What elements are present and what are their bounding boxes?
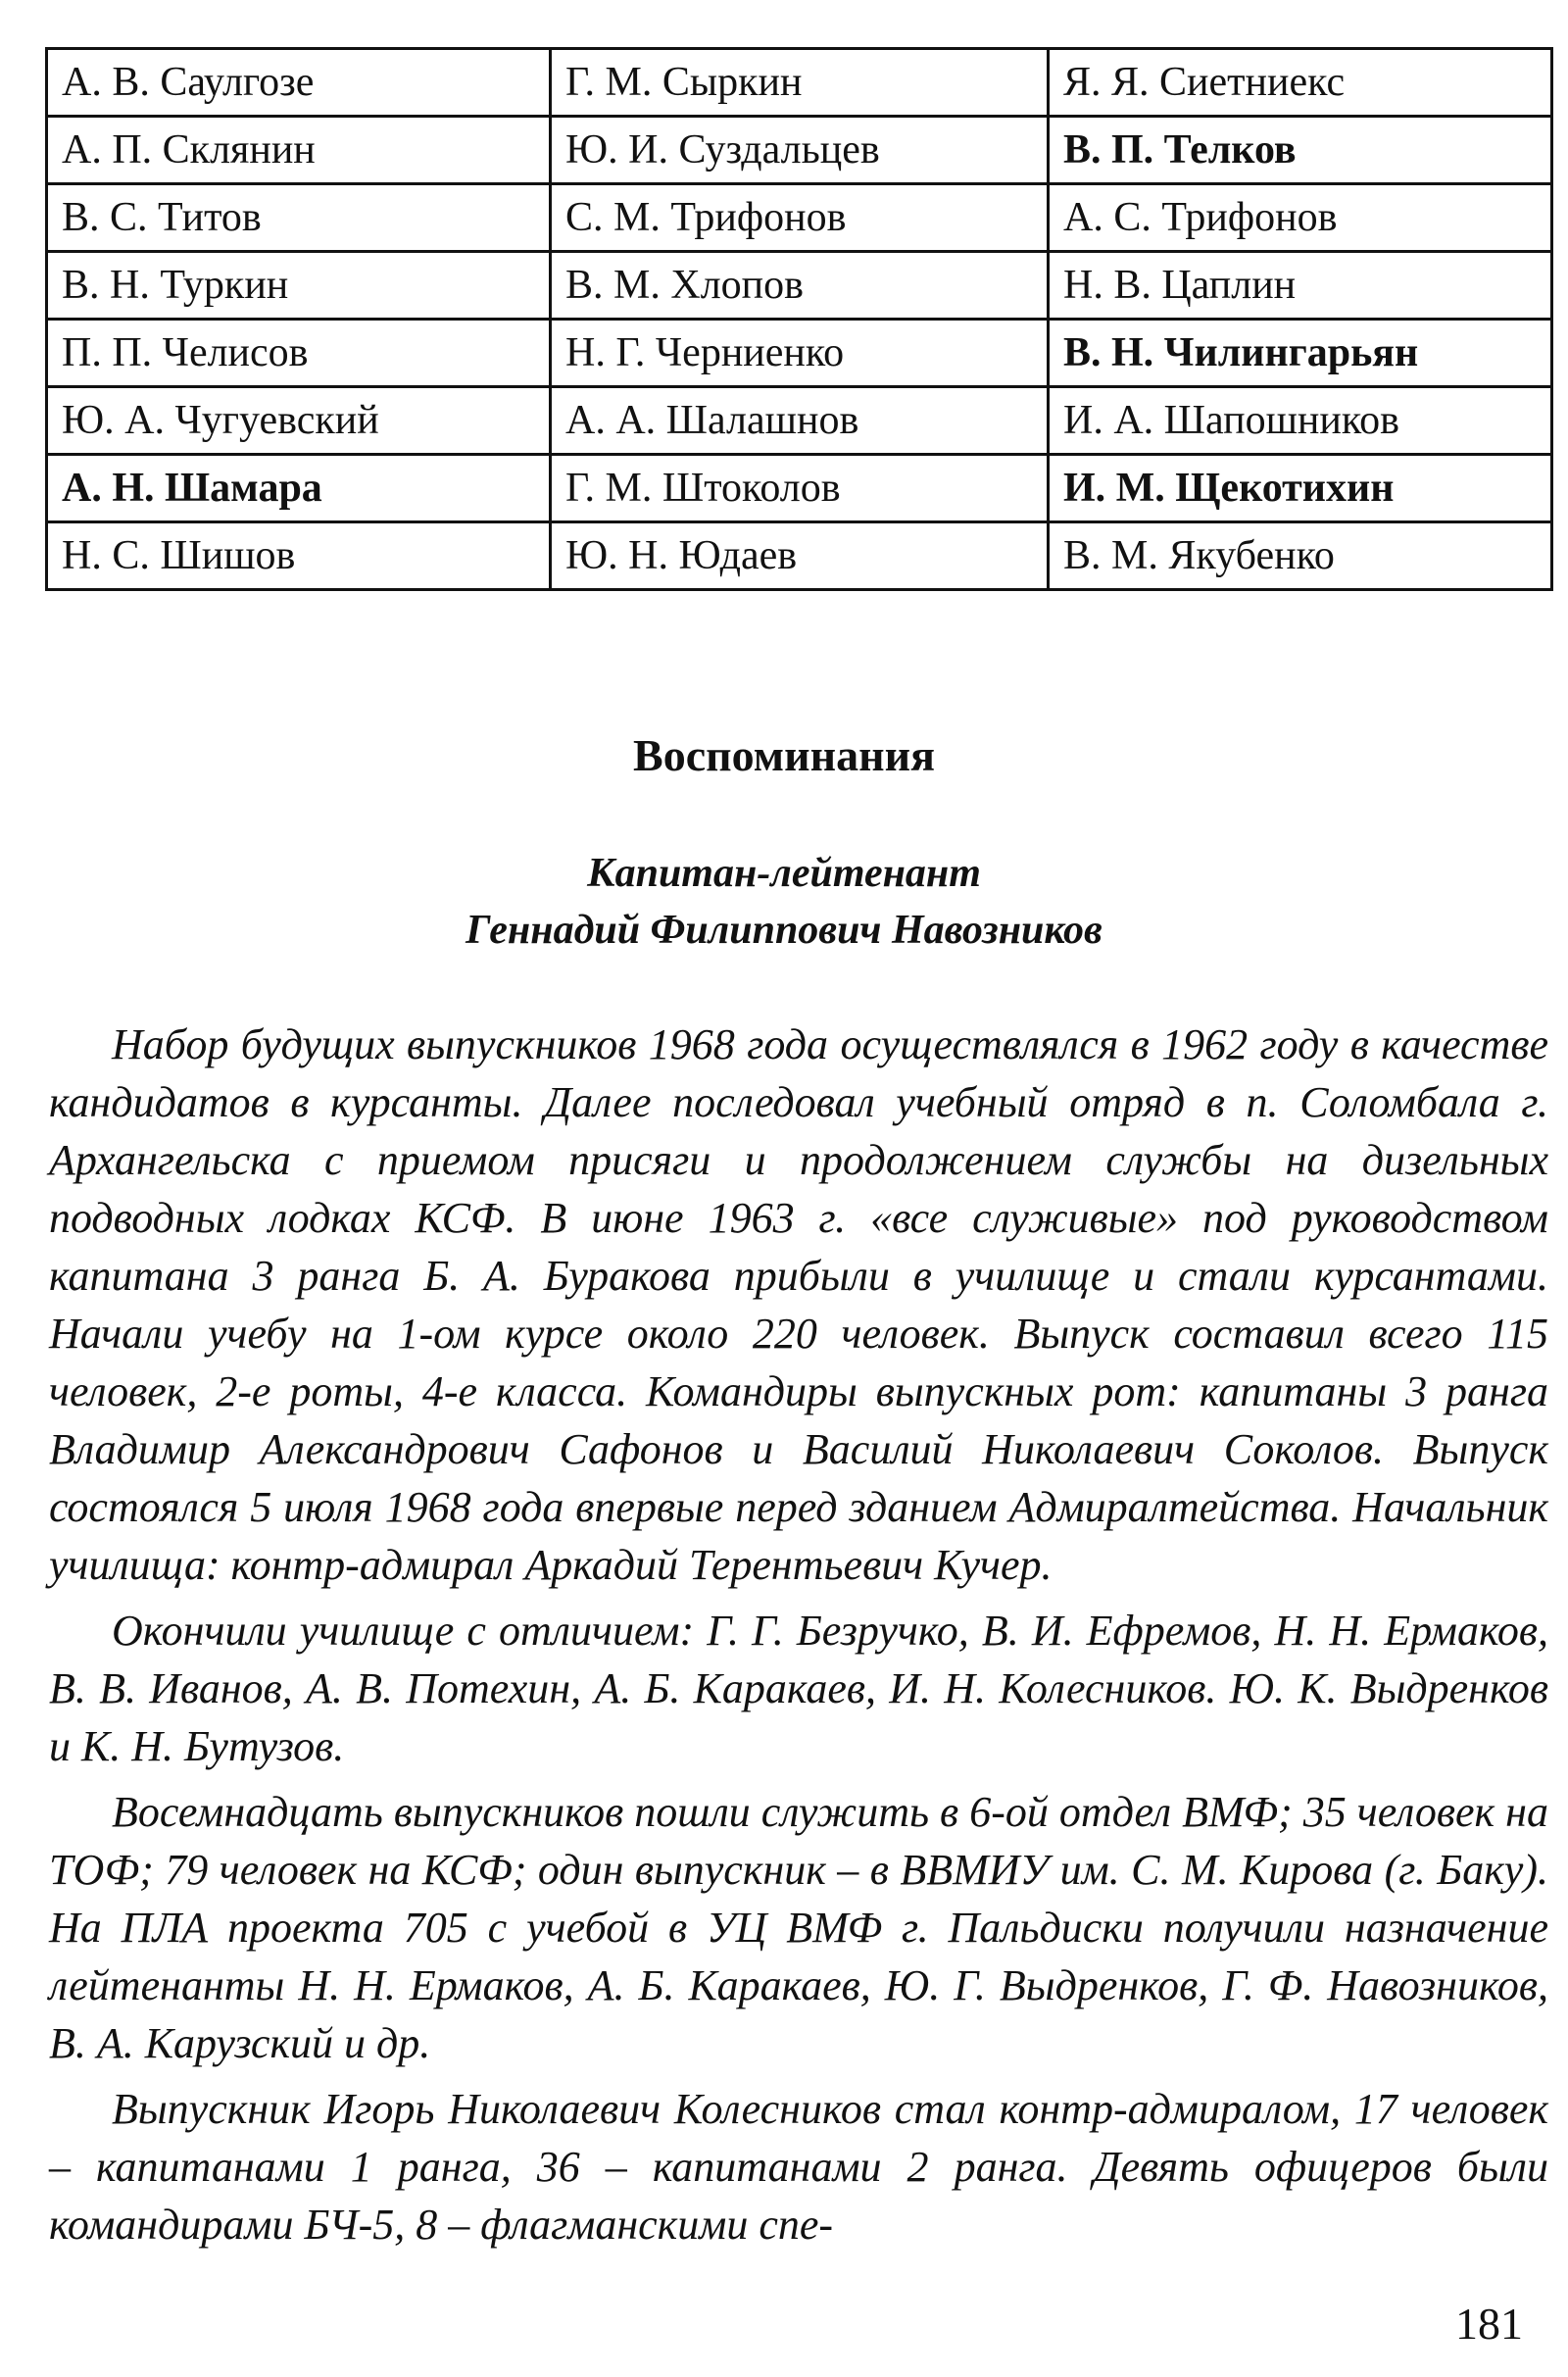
- page-number: 181: [1455, 2299, 1523, 2349]
- table-cell: В. М. Хлопов: [551, 252, 1049, 320]
- section-title: Воспоминания: [633, 730, 935, 780]
- table-row: [47, 49, 1552, 117]
- table-cell: Ю. А. Чугуевский: [47, 387, 551, 455]
- table-cell: А. В. Саулгозе: [47, 49, 551, 117]
- table-cell: А. П. Склянин: [47, 117, 551, 184]
- table-cell: А. С. Трифонов: [1049, 184, 1552, 252]
- table-cell: Н. С. Шишов: [47, 522, 551, 590]
- table-cell: В. П. Телков: [1049, 117, 1552, 184]
- table-cell: Н. В. Цаплин: [1049, 252, 1552, 320]
- table-cell: А. А. Шалашнов: [551, 387, 1049, 455]
- table-row: [47, 252, 1552, 320]
- author-block: [0, 845, 1568, 959]
- table-cell: И. М. Щекотихин: [1049, 455, 1552, 522]
- table-row: [47, 387, 1552, 455]
- table-row: [47, 184, 1552, 252]
- table-cell: Н. Г. Черниенко: [551, 320, 1049, 387]
- table-cell: В. С. Титов: [47, 184, 551, 252]
- names-table: [45, 47, 1553, 591]
- table-cell: С. М. Трифонов: [551, 184, 1049, 252]
- author-name: Геннадий Филиппович Навозников: [466, 908, 1102, 953]
- table-cell: Г. М. Штоколов: [551, 455, 1049, 522]
- table-cell: Ю. Н. Юдаев: [551, 522, 1049, 590]
- table-cell: А. Н. Шамара: [47, 455, 551, 522]
- table-cell: Г. М. Сыркин: [551, 49, 1049, 117]
- table-row: [47, 522, 1552, 590]
- table-cell: И. А. Шапошников: [1049, 387, 1552, 455]
- table-row: [47, 117, 1552, 184]
- paragraph: Набор будущих выпускников 1968 года осуществлялся в 1962 году в качестве кандидатов в курсанты. Далее последовал учебный отряд в п. Соломбала г. Архангельска с приемом присяги и продолжением службы на дизельных подводных лодках КСФ. В июне 1963 г. «все служивые» под руководством капитана 3 ранга Б. А. Буракова прибыли в училище и стали курсантами. Начали учебу на 1-ом курсе около 220 человек. Выпуск составил всего 115 человек, 2-е роты, 4-е класса. Командиры выпускных рот: капитаны 3 ранга Владимир Александрович Сафонов и Василий Николаевич Соколов. Выпуск состоялся 5 июля 1968 года впервые перед зданием Адмиралтейства. Начальник училища: контр-адмирал Аркадий Терентьевич Кучер.: [49, 1020, 1548, 1589]
- table-row: [47, 455, 1552, 522]
- table-row: [47, 320, 1552, 387]
- table-cell: В. Н. Туркин: [47, 252, 551, 320]
- paragraph: Окончили училище с отличием: Г. Г. Безручко, В. И. Ефремов, Н. Н. Ермаков, В. В. Иванов, А. В. Потехин, А. Б. Каракаев, И. Н. Колесников. Ю. К. Выдренков и К. Н. Бутузов.: [49, 1607, 1548, 1770]
- table-cell: П. П. Челисов: [47, 320, 551, 387]
- table-cell: Я. Я. Сиетниекс: [1049, 49, 1552, 117]
- table-cell: В. М. Якубенко: [1049, 522, 1552, 590]
- table-cell: Ю. И. Суздальцев: [551, 117, 1049, 184]
- author-rank: Капитан-лейтенант: [587, 851, 981, 896]
- paragraph: Восемнадцать выпускников пошли служить в 6-ой отдел ВМФ; 35 человек на ТОФ; 79 человек на КСФ; один выпускник – в ВВМИУ им. С. М. Кирова (г. Баку). На ПЛА проекта 705 с учебой в УЦ ВМФ г. Пальдиски получили назначение лейтенанты Н. Н. Ермаков, А. Б. Каракаев, Ю. Г. Выдренков, Г. Ф. Навозников, В. А. Карузский и др.: [49, 1788, 1548, 2067]
- paragraph: Выпускник Игорь Николаевич Колесников стал контр-адмиралом, 17 человек – капитанами 1 ранга, 36 – капитанами 2 ранга. Девять офицеров были командирами БЧ-5, 8 – флагманскими спе-: [49, 2085, 1548, 2249]
- memoir-text: [49, 1015, 1548, 2261]
- table-cell: В. Н. Чилингарьян: [1049, 320, 1552, 387]
- names-table-body: [47, 49, 1552, 590]
